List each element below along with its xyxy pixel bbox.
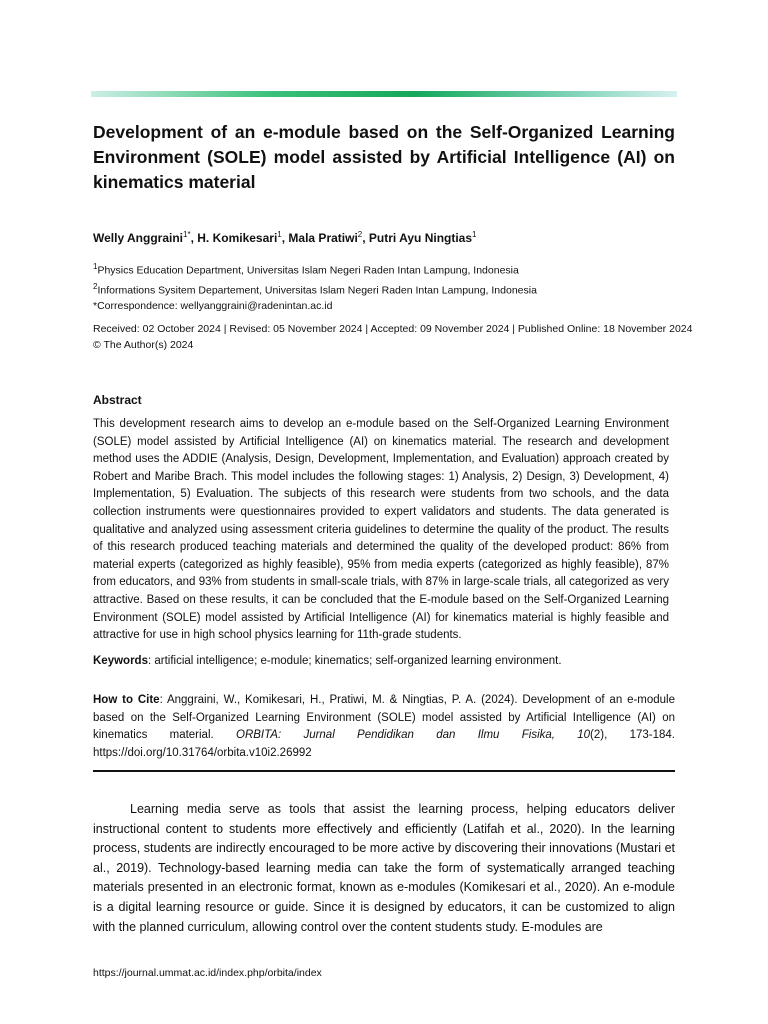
keywords-label: Keywords: [93, 655, 148, 667]
footer-journal-url[interactable]: https://journal.ummat.ac.id/index.php/orbita/index: [93, 967, 322, 979]
dates-line: Received: 02 October 2024 | Revised: 05 November 2024 | Accepted: 09 November 2024 | Published Online: 18 November 2024: [93, 323, 693, 335]
author-separator: ,: [190, 231, 198, 245]
author-affiliation-mark: 1: [472, 230, 477, 239]
abstract-heading: Abstract: [93, 393, 142, 407]
author-affiliation-mark: 2: [357, 230, 363, 239]
article-title: Development of an e-module based on the Self-Organized Learning Environment (SOLE) model assisted by Artificial Intelligence (AI) on kinematics material: [93, 122, 675, 192]
affiliation-line: $^1$Physics Education Department, Universitas Islam Negeri Raden Intan Lampung, Indonesia: [93, 262, 519, 277]
abstract-text: This development research aims to develop an e-module based on the Self-Organized Learning Environment (SOLE) model assisted by Artificial Intelligence (AI) on kinematics material. The research and development method uses the ADDIE (Analysis, Design, Development, Implementation, and Evaluation) approach created by Robert and Maribe Brach. This model includes the following stages: 1) Analysis, 2) Design, 3) Development, 4) Implementation, 5) Evaluation. The subjects of this research were students from two schools, and the data collection instruments were questionnaires provided to expert validators and students. The data generated is qualitative and analyzed using assessment criteria guidelines to determine the quality of the product. The results of this research produced teaching materials and determined the quality of the developed product: 86% from material experts (categorized as highly feasible), 95% from media experts (categorized as highly feasible), 87% from educators, and 93% from students in small-scale trials, with 87% in large-scale trials, all categorized as very attractive. Based on these results, it can be concluded that the E-module based on the Self-Organized Learning Environment (SOLE) model assisted by Artificial Intelligence (AI) for kinematics material is highly feasible and attractive for use in high school physics learning for 11th-grade students.: [93, 418, 669, 642]
author-name: Welly Anggraini: [93, 231, 184, 245]
keywords-list: : artificial intelligence; e-module; kinematics; self-organized learning environment.: [147, 655, 562, 667]
author-name: Putri Ayu Ningtias: [368, 231, 473, 245]
author-name: H. Komikesari: [197, 231, 278, 245]
cite-journal: ORBITA: Jurnal Pendidikan dan Ilmu Fisika, 10: [236, 729, 591, 742]
cite-issue-doi: (2), 173-184. https://doi.org/10.31764/orbita.v10i2.26992: [93, 729, 675, 759]
copyright-line: © The Author(s) 2024: [93, 339, 194, 351]
cite-text: : Anggraini, W., Komikesari, H., Pratiwi, M. & Ningtias, P. A. (2024). Development of an e-module based on the Self-Organized Learning Environment (SOLE) model assisted by Artificial Intelligence (AI) on kinematics material.: [93, 694, 676, 742]
cite-label: How to Cite: [93, 694, 160, 706]
author-separator: ,: [281, 231, 289, 245]
correspondence-line: *Correspondence: wellyanggraini@radenintan.ac.id: [93, 300, 333, 312]
author-affiliation-mark: 1*: [183, 230, 191, 239]
author-separator: ,: [362, 231, 369, 245]
affiliations: [93, 259, 675, 314]
keywords: [93, 653, 669, 671]
header-accent-bar: [91, 91, 677, 97]
affiliation-line: $^2$Informations Sysitem Departement, Universitas Islam Negeri Raden Intan Lampung, Indonesia: [93, 281, 537, 296]
body-paragraph: Learning media serve as tools that assist the learning process, helping educators deliver instructional content to students more effectively and efficiently (Latifah et al., 2020). In the learning process, students are indirectly encouraged to be more active by discovering their innovations (Mustari et al., 2019). Technology-based learning media can take the form of systematically arranged teaching materials presented in an electronic format, known as e-modules (Komikesari et al., 2020). An e-module is a digital learning resource or guide. Since it is designed by educators, it can be customized to align with the planned curriculum, allowing control over the content students study. E-modules are: [93, 802, 675, 934]
how-to-cite: [93, 692, 675, 762]
author-name: Mala Pratiwi: [288, 231, 358, 245]
author-affiliation-mark: 1: [277, 230, 282, 239]
author-list: [93, 226, 675, 247]
section-divider: [93, 770, 675, 772]
publication-history: [93, 321, 693, 353]
